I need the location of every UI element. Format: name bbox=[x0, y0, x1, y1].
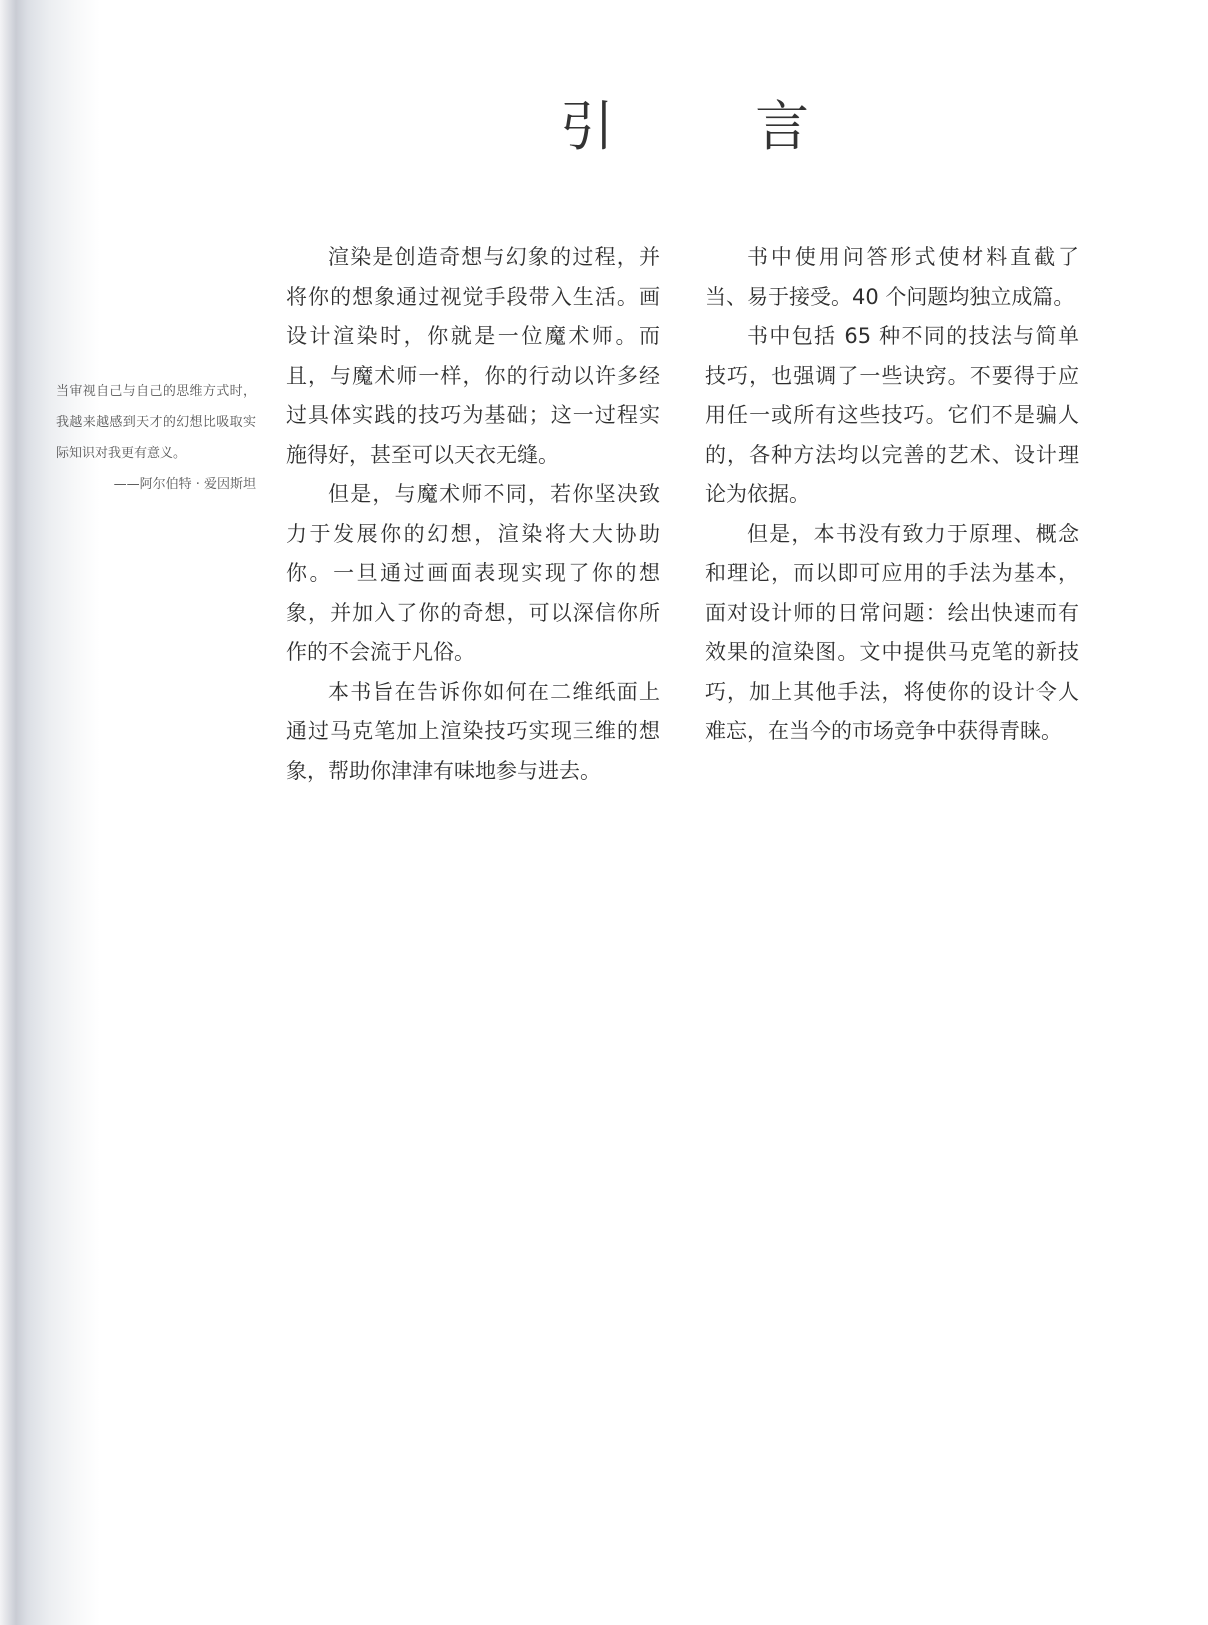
paragraph: 渲染是创造奇想与幻象的过程，并将你的想象通过视觉手段带入生活。画设计渲染时，你就是一位魔术师。而且，与魔术师一样，你的行动以许多经过具体实践的技巧为基础；这一过程实施得好，甚至可以天衣无缝。 bbox=[286, 245, 660, 467]
paragraph: 本书旨在告诉你如何在二维纸面上通过马克笔加上渲染技巧实现三维的想象，帮助你津津有味地参与进去。 bbox=[286, 679, 660, 783]
paragraph: 书中使用问答形式使材料直截了当、易于接受。40 个问题均独立成篇。 bbox=[705, 245, 1079, 309]
binding-gutter-shadow bbox=[0, 0, 100, 1625]
quote-text: 当审视自己与自己的思维方式时，我越来越感到天才的幻想比吸取实际知识对我更有意义。 bbox=[56, 384, 256, 461]
quote-author: ——阿尔伯特 · 爱因斯坦 bbox=[113, 477, 256, 492]
paragraph: 但是，本书没有致力于原理、概念和理论，而以即可应用的手法为基本，面对设计师的日常问题：绘出快速而有效果的渲染图。文中提供马克笔的新技巧，加上其他手法，将使你的设计令人难忘，在当今的市场竞争中获得青睐。 bbox=[705, 521, 1079, 743]
sidebar-quote bbox=[56, 376, 256, 500]
body-column-left bbox=[286, 238, 660, 791]
page-title: 引 言 bbox=[560, 95, 872, 158]
paragraph: 但是，与魔术师不同，若你坚决致力于发展你的幻想，渲染将大大协助你。一旦通过画面表现实现了你的想象，并加入了你的奇想，可以深信你所作的不会流于凡俗。 bbox=[286, 482, 660, 664]
body-column-right bbox=[705, 238, 1079, 752]
paragraph: 书中包括 65 种不同的技法与简单技巧，也强调了一些诀窍。不要得于应用任一或所有这些技巧。它们不是骗人的，各种方法均以完善的艺术、设计理论为依据。 bbox=[705, 324, 1079, 506]
